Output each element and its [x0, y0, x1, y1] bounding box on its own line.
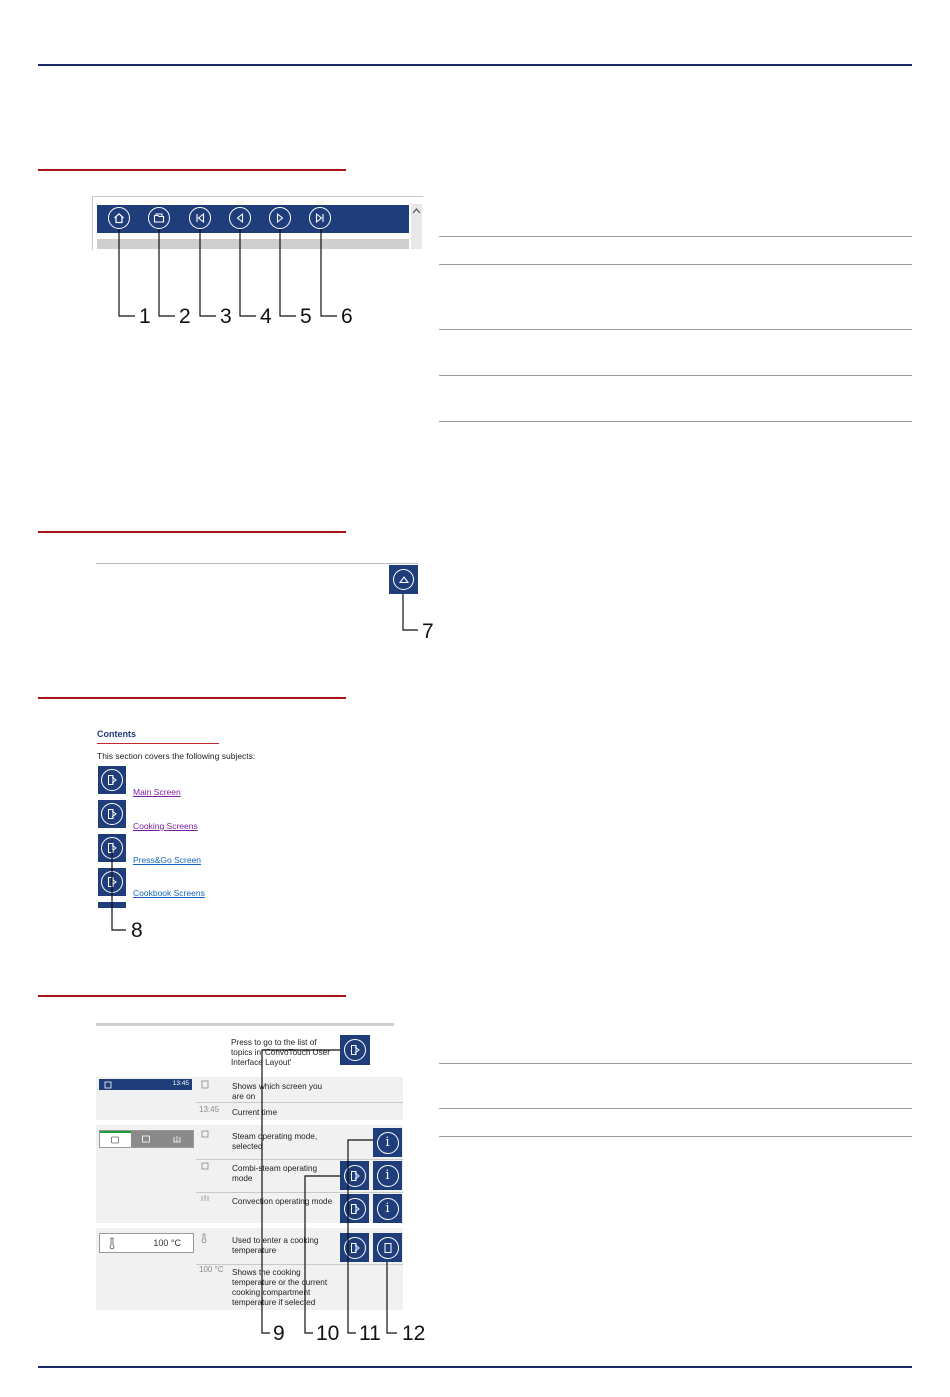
section-rule-4: [38, 995, 346, 997]
row-steam-text: Steam operating mode, selected: [232, 1132, 318, 1151]
topic-link-icon-button[interactable]: [98, 800, 126, 828]
callout-leaders-table: [0, 1000, 950, 1350]
section-rule-3: [38, 697, 346, 699]
info-icon: i: [385, 1201, 390, 1216]
row-screen-text: Shows which screen you are on: [232, 1082, 323, 1101]
callout-5: 5: [300, 305, 312, 328]
callout-leader-8: [0, 830, 300, 940]
link-main-screen[interactable]: Main Screen: [133, 787, 181, 797]
callout-10: 10: [316, 1322, 340, 1345]
link-cookbook-screens[interactable]: Cookbook Screens: [133, 888, 205, 898]
temperature-symbol: 100 °C: [199, 1265, 224, 1274]
callout-2: 2: [179, 305, 191, 328]
callout-9: 9: [273, 1322, 285, 1345]
callout-11: 11: [359, 1322, 381, 1345]
contents-intro: This section covers the following subjects:: [97, 751, 256, 761]
row-combi-text: Combi-steam operating mode: [232, 1164, 318, 1183]
callout-1: 1: [139, 305, 151, 328]
row-time-text: Current time: [232, 1108, 278, 1117]
table-line: [439, 421, 912, 422]
contents-underline: [97, 743, 219, 744]
callout-leader-7: [0, 540, 950, 650]
callout-4: 4: [260, 305, 272, 328]
callout-7: 7: [422, 620, 434, 643]
row-temp-display-text: Shows the cooking temperature or the current cooking compartment temperature if selected: [232, 1268, 328, 1307]
temperature-value: 100 °C: [153, 1238, 181, 1248]
time-symbol: 13:45: [199, 1105, 220, 1114]
contents-title: Contents: [97, 729, 136, 739]
footer-rule: [38, 1366, 912, 1368]
callout-8: 8: [131, 919, 143, 942]
go-to-topic-icon: [106, 808, 118, 820]
callout-3: 3: [220, 305, 232, 328]
link-cooking-screens[interactable]: Cooking Screens: [133, 821, 198, 831]
callout-12: 12: [402, 1322, 426, 1345]
callout-6: 6: [341, 305, 353, 328]
info-icon: i: [385, 1135, 390, 1150]
header-description: Press to go to the list of topics in 'ConvoTouch User Interface Layout': [231, 1038, 330, 1067]
go-to-topic-icon: [106, 774, 118, 786]
status-time: 13:45: [172, 1080, 189, 1087]
topic-link-icon-button[interactable]: [98, 766, 126, 794]
link-press-go-screen[interactable]: Press&Go Screen: [133, 855, 202, 865]
row-temperature-text: Used to enter a cooking temperature: [232, 1236, 319, 1255]
callout-leaders-toolbar: [0, 0, 950, 400]
row-convection-text: Convection operating mode: [232, 1197, 333, 1206]
info-icon: i: [385, 1168, 390, 1183]
section-rule-2: [38, 531, 346, 533]
